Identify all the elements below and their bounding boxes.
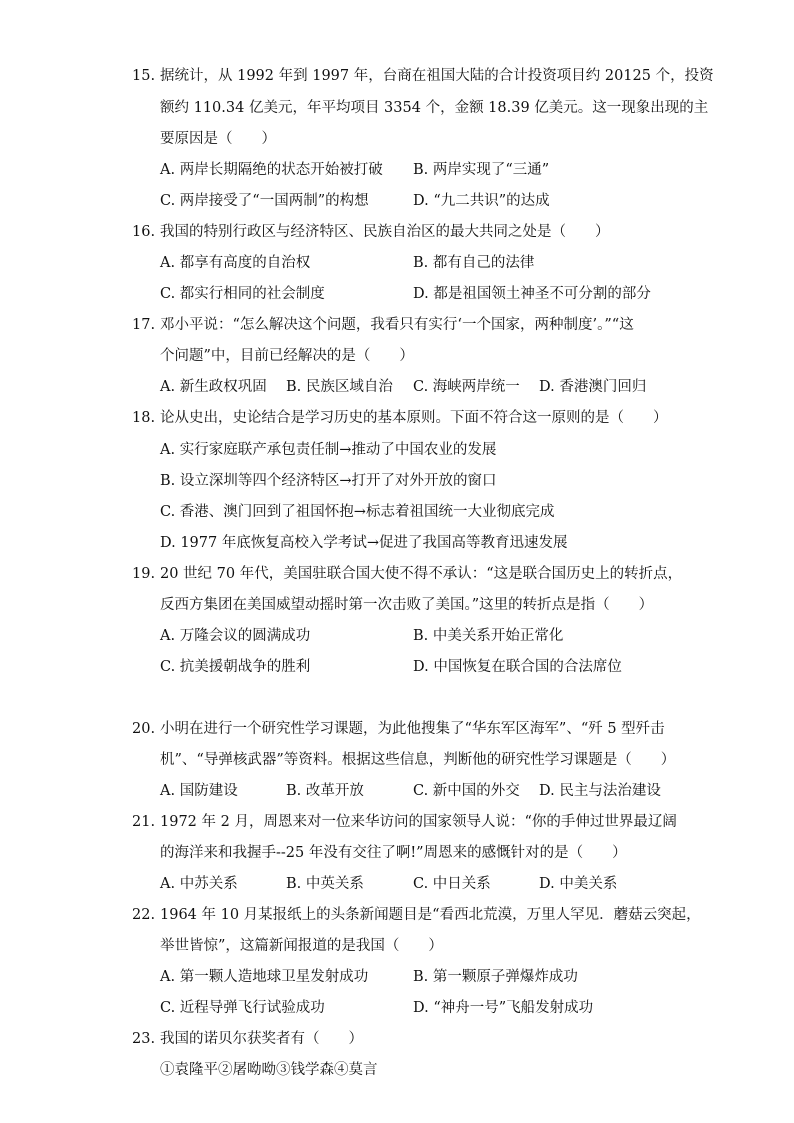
question-text-line: 1964 年 10 月某报纸上的头条新闻题目是“看西北荒漠，万里人罕见．蘑菇云突起， <box>160 907 701 923</box>
question-text-line: 邓小平说：“怎么解决这个问题，我看只有实行‘一个国家，两种制度’。”“这 <box>160 317 634 333</box>
option-b: B. 中美关系开始正常化 <box>413 628 564 644</box>
question-number: 16. <box>132 224 156 240</box>
question-number: 23. <box>132 1031 156 1047</box>
question-text-line: 反西方集团在美国威望动摇时第一次击败了美国。”这里的转折点是指（ ） <box>160 597 654 613</box>
question-text-line: 我国的特别行政区与经济特区、民族自治区的最大共同之处是（ ） <box>160 224 610 240</box>
question-number: 18. <box>132 410 156 426</box>
option-b: B. 改革开放 <box>286 783 364 799</box>
option-c: C. 抗美援朝战争的胜利 <box>160 659 311 675</box>
question-text-line: 1972 年 2 月，周恩来对一位来华访问的国家领导人说：“你的手伸过世界最辽阔 <box>160 814 677 830</box>
option-a: A. 万隆会议的圆满成功 <box>160 628 311 644</box>
option-a: A. 两岸长期隔绝的状态开始被打破 <box>160 162 383 178</box>
option-c: C. 都实行相同的社会制度 <box>160 286 325 302</box>
question-number: 15. <box>132 68 156 84</box>
question-number: 22. <box>132 907 156 923</box>
option-c: C. 香港、澳门回到了祖国怀抱→标志着祖国统一大业彻底完成 <box>160 504 555 520</box>
question-text-line: 要原因是（ ） <box>160 131 276 147</box>
option-d: D. 1977 年底恢复高校入学考试→促进了我国高等教育迅速发展 <box>160 535 568 551</box>
option-d: D. 都是祖国领土神圣不可分割的部分 <box>413 286 651 302</box>
option-b: B. 中英关系 <box>286 876 364 892</box>
option-c: C. 新中国的外交 <box>413 783 520 799</box>
question-number: 20. <box>132 721 156 737</box>
option-d: D. 中美关系 <box>539 876 618 892</box>
question-text-line: 20 世纪 70 年代，美国驻联合国大使不得不承认：“这是联合国历史上的转折点， <box>160 566 683 582</box>
option-d: D. 中国恢复在联合国的合法席位 <box>413 659 622 675</box>
question-text-line: 小明在进行一个研究性学习课题，为此他搜集了“华东军区海军”、“歼 5 型歼击 <box>160 721 665 737</box>
question-text-line: ①袁隆平②屠呦呦③钱学森④莫言 <box>160 1062 378 1078</box>
option-b: B. 民族区域自治 <box>286 379 393 395</box>
question-text-line: 据统计，从 1992 年到 1997 年，台商在祖国大陆的合计投资项目约 20125 个，投资 <box>160 68 714 84</box>
question-text-line: 机”、“导弹核武器”等资料。根据这些信息，判断他的研究性学习课题是（ ） <box>160 752 676 768</box>
option-c: C. 海峡两岸统一 <box>413 379 520 395</box>
question-text-line: 举世皆惊”，这篇新闻报道的是我国（ ） <box>160 938 443 954</box>
question-text-line: 我国的诺贝尔获奖者有（ ） <box>160 1031 363 1047</box>
option-a: A. 新生政权巩固 <box>160 379 267 395</box>
option-d: D. 香港澳门回归 <box>539 379 647 395</box>
option-c: C. 中日关系 <box>413 876 491 892</box>
option-b: B. 设立深圳等四个经济特区→打开了对外开放的窗口 <box>160 473 497 489</box>
question-text-line: 的海洋来和我握手--25 年没有交往了啊!”周恩来的感慨针对的是（ ） <box>160 845 627 861</box>
option-a: A. 第一颗人造地球卫星发射成功 <box>160 969 369 985</box>
option-a: A. 都享有高度的自治权 <box>160 255 311 271</box>
option-a: A. 实行家庭联产承包责任制→推动了中国农业的发展 <box>160 442 497 458</box>
question-text-line: 个问题”中，目前已经解决的是（ ） <box>160 348 414 364</box>
option-a: A. 中苏关系 <box>160 876 238 892</box>
option-b: B. 都有自己的法律 <box>413 255 535 271</box>
option-d: D. “神舟一号”飞船发射成功 <box>413 1000 594 1016</box>
option-a: A. 国防建设 <box>160 783 238 799</box>
question-text-line: 论从史出，史论结合是学习历史的基本原则。下面不符合这一原则的是（ ） <box>160 410 668 426</box>
option-b: B. 两岸实现了“三通” <box>413 162 550 178</box>
option-c: C. 近程导弹飞行试验成功 <box>160 1000 325 1016</box>
option-d: D. “九二共识”的达成 <box>413 193 550 209</box>
question-text-line: 额约 110.34 亿美元，年平均项目 3354 个，金额 18.39 亿美元。这一现象出现的主 <box>160 100 709 116</box>
option-b: B. 第一颗原子弹爆炸成功 <box>413 969 578 985</box>
question-number: 17. <box>132 317 156 333</box>
question-number: 21. <box>132 814 156 830</box>
question-number: 19. <box>132 566 156 582</box>
option-c: C. 两岸接受了“一国两制”的构想 <box>160 193 369 209</box>
option-d: D. 民主与法治建设 <box>539 783 661 799</box>
